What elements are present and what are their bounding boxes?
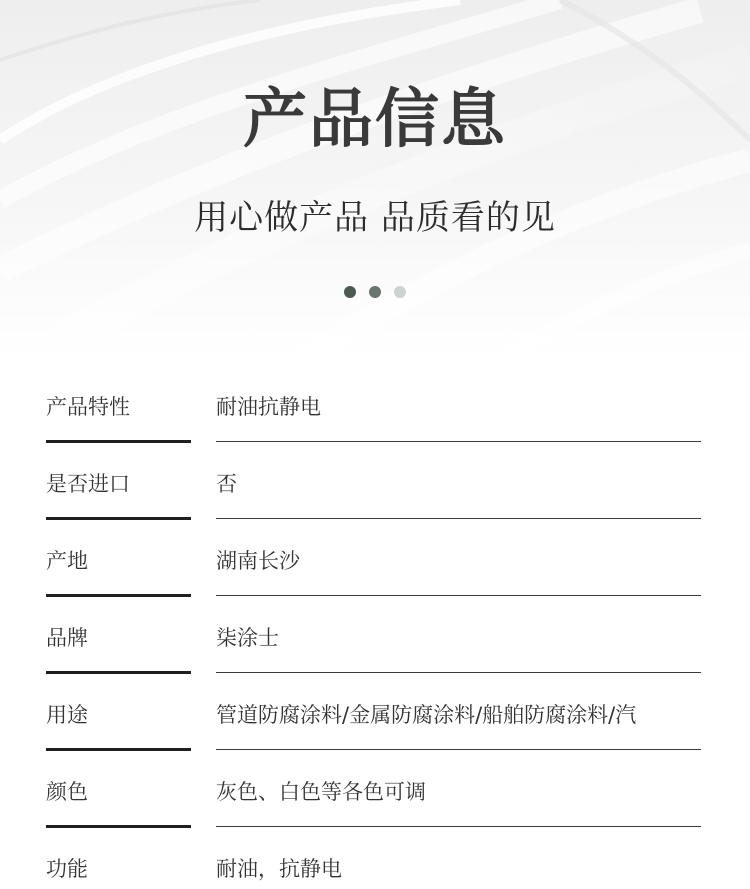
spec-label: 用途 bbox=[46, 703, 88, 727]
page-title: 产品信息 bbox=[243, 83, 507, 157]
spec-value: 管道防腐涂料/金属防腐涂料/船舶防腐涂料/汽 bbox=[216, 703, 637, 727]
carousel-dot-2[interactable] bbox=[369, 286, 381, 298]
value-divider bbox=[216, 595, 701, 596]
spec-row-origin bbox=[0, 524, 750, 601]
spec-label: 是否进口 bbox=[46, 472, 130, 496]
spec-row-feature bbox=[0, 370, 750, 447]
spec-label: 产品特性 bbox=[46, 395, 130, 419]
value-divider bbox=[216, 749, 701, 750]
value-divider bbox=[216, 672, 701, 673]
spec-row-brand bbox=[0, 601, 750, 678]
spec-value: 耐油抗静电 bbox=[216, 395, 321, 419]
spec-label: 产地 bbox=[46, 549, 88, 573]
label-divider bbox=[46, 517, 191, 520]
spec-row-imported bbox=[0, 447, 750, 524]
carousel-dots bbox=[344, 286, 406, 298]
value-divider bbox=[216, 518, 701, 519]
spec-label: 功能 bbox=[46, 857, 88, 881]
carousel-dot-1[interactable] bbox=[344, 286, 356, 298]
value-divider bbox=[216, 441, 701, 442]
carousel-dot-3[interactable] bbox=[394, 286, 406, 298]
spec-value: 湖南长沙 bbox=[216, 549, 300, 573]
hero-banner bbox=[0, 0, 750, 360]
label-divider bbox=[46, 594, 191, 597]
label-divider bbox=[46, 748, 191, 751]
label-divider bbox=[46, 671, 191, 674]
spec-label: 品牌 bbox=[46, 626, 88, 650]
page-subtitle: 用心做产品 品质看的见 bbox=[194, 198, 556, 238]
spec-value: 否 bbox=[216, 472, 237, 496]
spec-value: 柒涂士 bbox=[216, 626, 279, 650]
spec-row-color bbox=[0, 755, 750, 832]
value-divider bbox=[216, 826, 701, 827]
label-divider bbox=[46, 440, 191, 443]
spec-value: 耐油，抗静电 bbox=[216, 857, 342, 881]
label-divider bbox=[46, 825, 191, 828]
spec-row-function bbox=[0, 832, 750, 889]
spec-row-usage bbox=[0, 678, 750, 755]
spec-value: 灰色、白色等各色可调 bbox=[216, 780, 426, 804]
wave-background bbox=[0, 0, 750, 360]
spec-table bbox=[0, 370, 750, 889]
spec-label: 颜色 bbox=[46, 780, 88, 804]
